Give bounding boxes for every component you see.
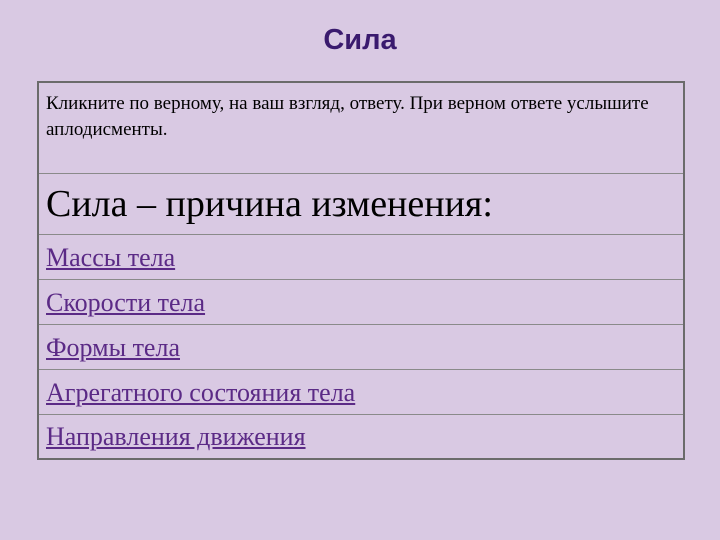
answer-link-shape[interactable]: Формы тела	[46, 332, 180, 362]
answer-row	[38, 369, 684, 414]
quiz-table	[37, 81, 685, 460]
instruction-row	[38, 82, 684, 173]
instruction-text: Кликните по верному, на ваш взгляд, ответу. При верном ответе услышите аплодисменты.	[38, 82, 684, 173]
answer-row	[38, 279, 684, 324]
answer-cell	[38, 234, 684, 279]
answer-row	[38, 324, 684, 369]
answer-cell	[38, 369, 684, 414]
answer-link-speed[interactable]: Скорости тела	[46, 287, 206, 317]
answer-link-state[interactable]: Агрегатного состояния тела	[46, 377, 356, 407]
answer-cell	[38, 279, 684, 324]
answer-row	[38, 234, 684, 279]
slide-title: Сила	[323, 24, 397, 56]
answer-link-mass[interactable]: Массы тела	[46, 242, 176, 272]
answer-link-direction[interactable]: Направления движения	[46, 422, 306, 452]
answer-cell	[38, 324, 684, 369]
question-text: Сила – причина изменения:	[38, 173, 684, 234]
answer-cell	[38, 414, 684, 459]
question-row	[38, 173, 684, 234]
answer-row	[38, 414, 684, 459]
